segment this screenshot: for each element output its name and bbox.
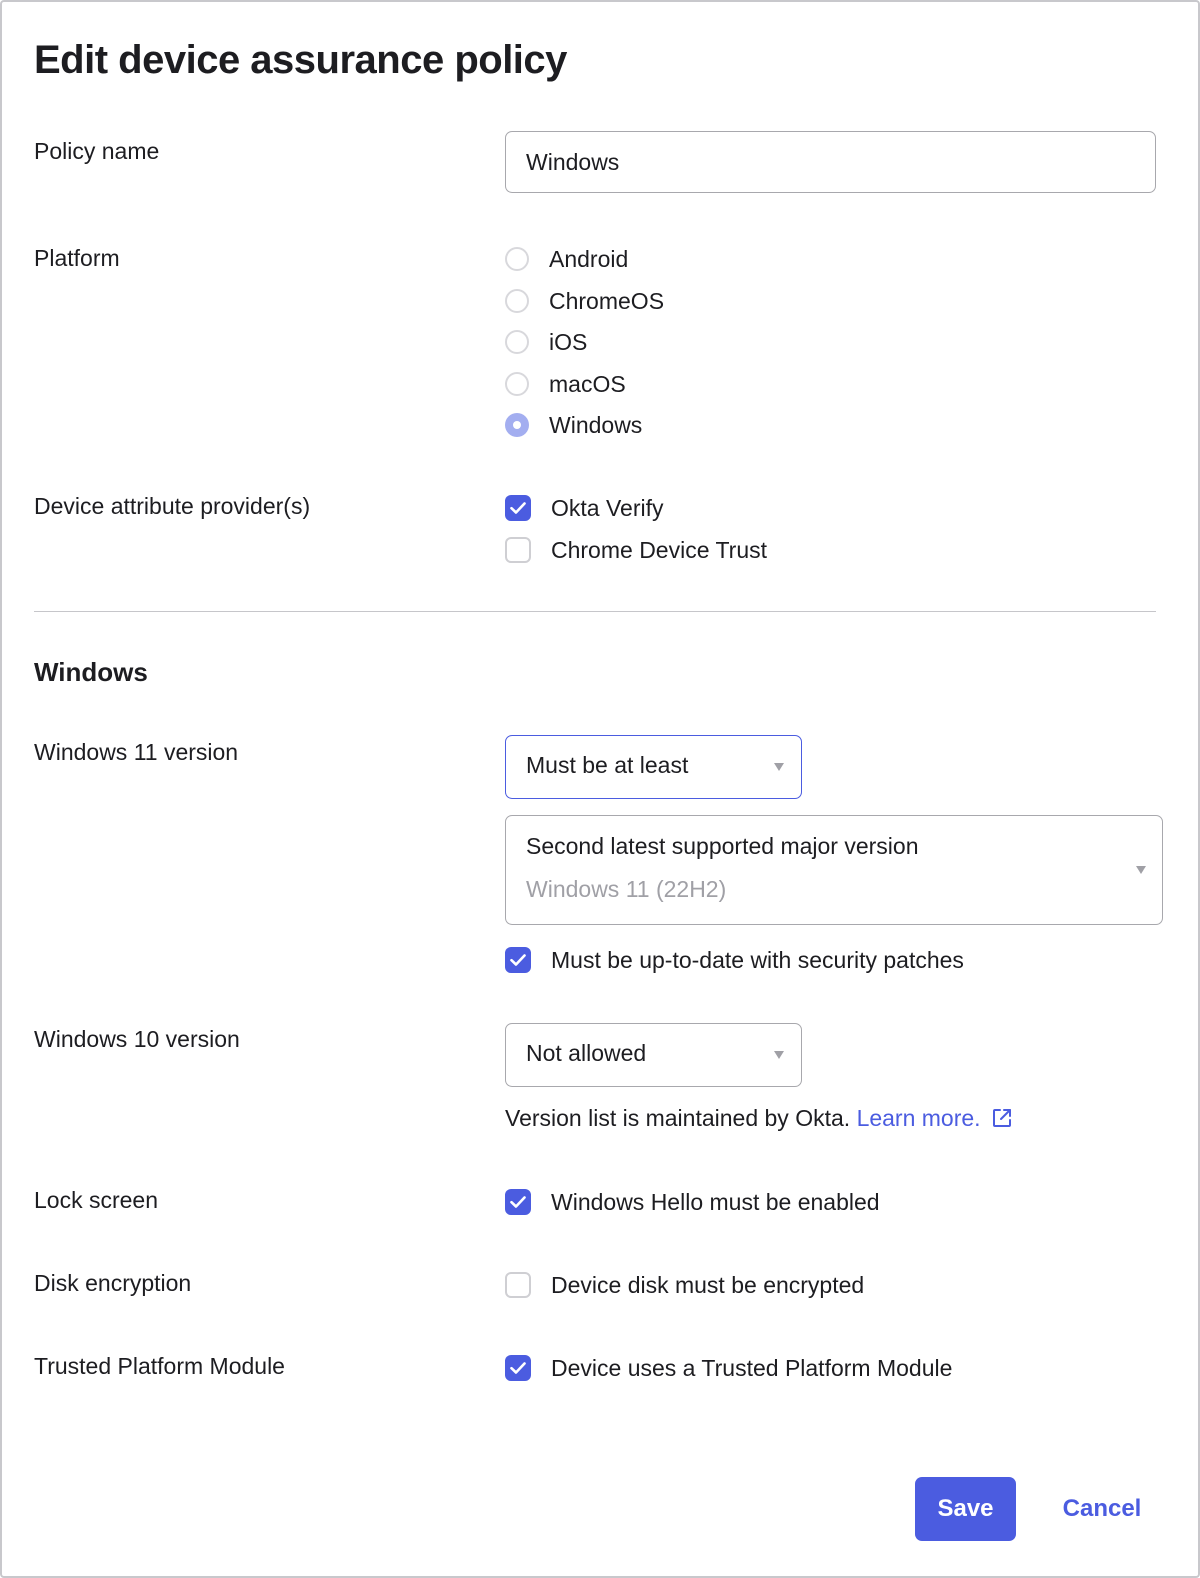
platform-option-label: Windows [549,411,643,438]
windows-hello-option[interactable] [505,1187,880,1217]
chevron-down-icon [774,1051,784,1059]
checkmark-icon [510,502,526,514]
platform-option-label: Android [549,245,629,272]
section-divider [34,611,1156,612]
checkbox-checked[interactable] [505,947,531,973]
platform-option-ios[interactable] [505,327,587,357]
platform-option-label: macOS [549,370,626,397]
providers-label: Device attribute provider(s) [34,493,311,519]
checkbox[interactable] [505,1272,531,1298]
checkmark-icon [510,1196,526,1208]
select-value: Second latest supported major version [526,833,919,859]
policy-name-input[interactable] [505,131,1156,193]
disk-encryption-option-label: Device disk must be encrypted [551,1271,865,1298]
windows-11-operator-select[interactable] [505,735,802,799]
checkbox[interactable] [505,537,531,563]
select-value: Not allowed [526,1040,647,1066]
save-button[interactable]: Save [915,1477,1016,1541]
provider-chrome-device-trust[interactable] [505,535,767,565]
tpm-option-label: Device uses a Trusted Platform Module [551,1354,953,1381]
security-patches-option[interactable] [505,945,964,975]
dialog-title: Edit device assurance policy [34,38,567,82]
tpm-label: Trusted Platform Module [34,1353,285,1379]
platform-option-label: iOS [549,328,588,355]
checkmark-icon [510,954,526,966]
radio-button-selected[interactable] [505,413,529,437]
windows-11-version-label: Windows 11 version [34,739,239,765]
disk-encryption-label: Disk encryption [34,1270,192,1296]
platform-option-macos[interactable] [505,369,626,399]
radio-button[interactable] [505,289,529,313]
checkbox-checked[interactable] [505,1355,531,1381]
checkmark-icon [510,1362,526,1374]
windows-section-heading: Windows [34,657,148,687]
cancel-button[interactable]: Cancel [1062,1495,1142,1522]
select-subtext: Windows 11 (22H2) [526,876,727,902]
checkbox-checked[interactable] [505,1189,531,1215]
learn-more-link[interactable] [857,1105,1013,1131]
security-patches-label: Must be up-to-date with security patches [551,946,964,973]
disk-encryption-option[interactable] [505,1270,864,1300]
version-list-note-text: Version list is maintained by Okta. [505,1105,851,1131]
provider-option-label: Okta Verify [551,494,664,521]
radio-button[interactable] [505,372,529,396]
learn-more-label: Learn more. [856,1105,981,1131]
select-value: Must be at least [526,752,689,778]
lock-screen-label: Lock screen [34,1187,159,1213]
version-list-note [505,1105,1013,1132]
provider-okta-verify[interactable] [505,493,663,523]
radio-button[interactable] [505,330,529,354]
policy-name-label: Policy name [34,138,160,164]
windows-hello-label: Windows Hello must be enabled [551,1188,880,1215]
radio-button[interactable] [505,247,529,271]
windows-10-operator-select[interactable] [505,1023,802,1087]
checkbox-checked[interactable] [505,495,531,521]
platform-option-label: ChromeOS [549,287,665,314]
platform-option-windows[interactable] [505,410,642,440]
platform-option-android[interactable] [505,244,628,274]
chevron-down-icon [1136,866,1146,874]
windows-10-version-label: Windows 10 version [34,1026,240,1052]
provider-option-label: Chrome Device Trust [551,536,768,563]
tpm-option[interactable] [505,1353,952,1383]
chevron-down-icon [774,763,784,771]
platform-option-chromeos[interactable] [505,286,664,316]
platform-label: Platform [34,245,120,271]
external-link-icon [991,1107,1013,1129]
windows-11-version-select[interactable] [505,815,1163,925]
